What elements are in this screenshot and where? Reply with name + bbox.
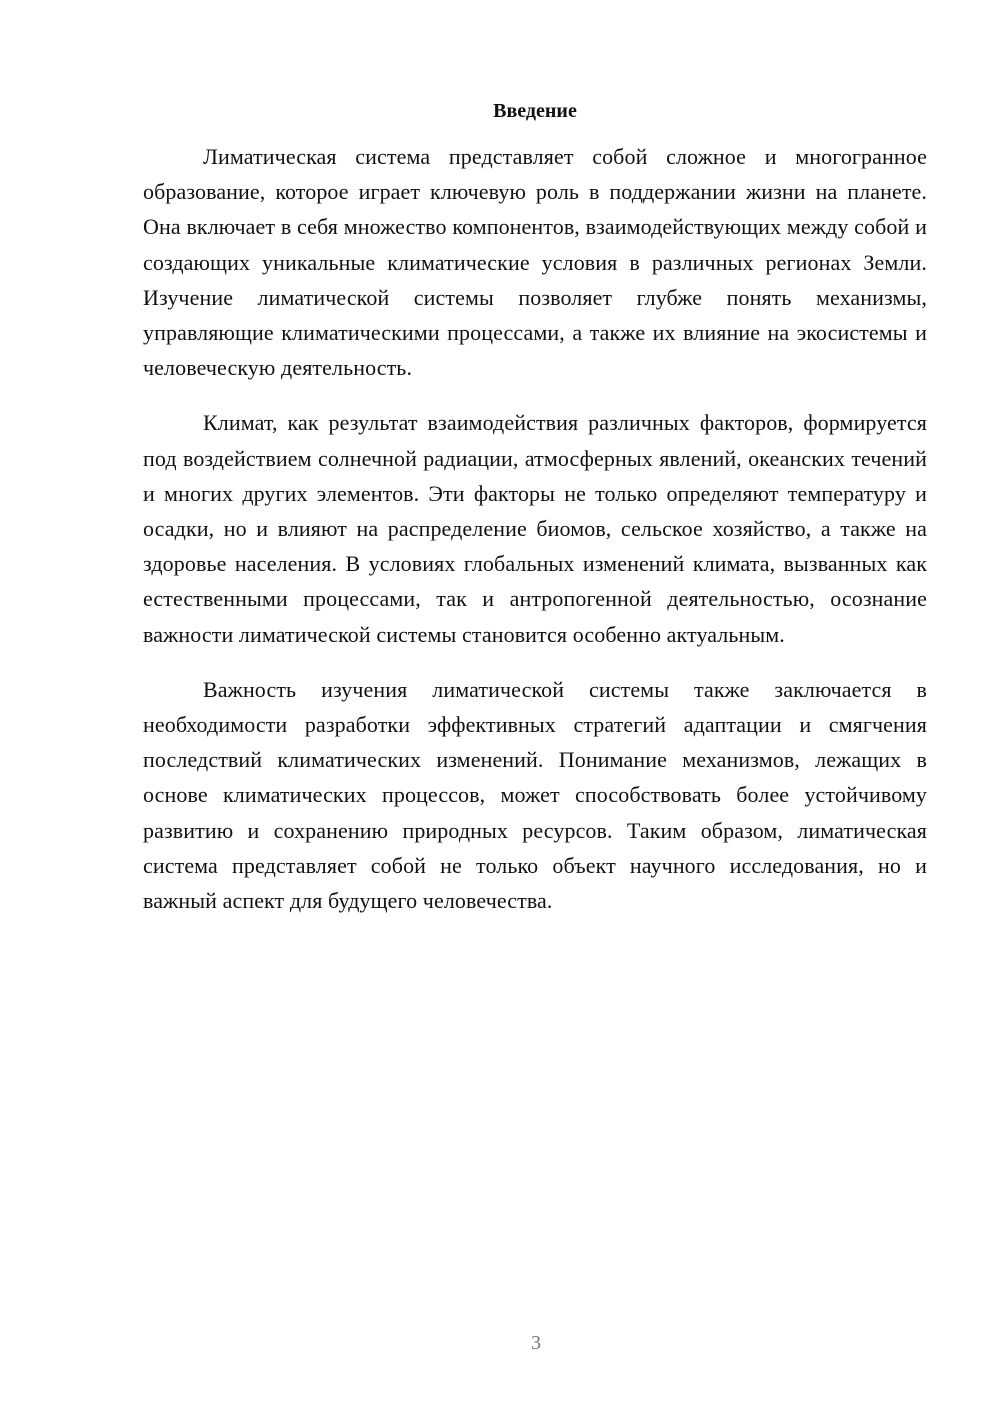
page-number: 3	[531, 1332, 541, 1354]
document-body	[143, 96, 927, 938]
section-heading: Введение	[493, 100, 577, 122]
paragraph-2: Климат, как результат взаимодействия различных факторов, формируется под воздействием солнечной радиации, атмосферных явлений, океанских течений и многих других элементов. Эти факторы не только определяют температуру и осадки, но и влияют на распределение биомов, сельское хозяйство, а также на здоровье населения. В условиях глобальных изменений климата, вызванных как естественными процессами, так и антропогенной деятельностью, осознание важности лиматической системы становится особенно актуальным.	[143, 410, 927, 647]
paragraph-3: Важность изучения лиматической системы также заключается в необходимости разработки эффективных стратегий адаптации и смягчения последствий климатических изменений. Понимание механизмов, лежащих в основе климатических процессов, может способствовать более устойчивому развитию и сохранению природных ресурсов. Таким образом, лиматическая система представляет собой не только объект научного исследования, но и важный аспект для будущего человечества.	[143, 676, 927, 914]
paragraph-1: Лиматическая система представляет собой сложное и многогранное образование, которое играет ключевую роль в поддержании жизни на планете. Она включает в себя множество компонентов, взаимодействующих между собой и создающих уникальные климатические условия в различных регионах Земли. Изучение лиматической системы позволяет глубже понять механизмы, управляющие климатическими процессами, а также их влияние на экосистемы и человеческую деятельность.	[143, 144, 927, 381]
